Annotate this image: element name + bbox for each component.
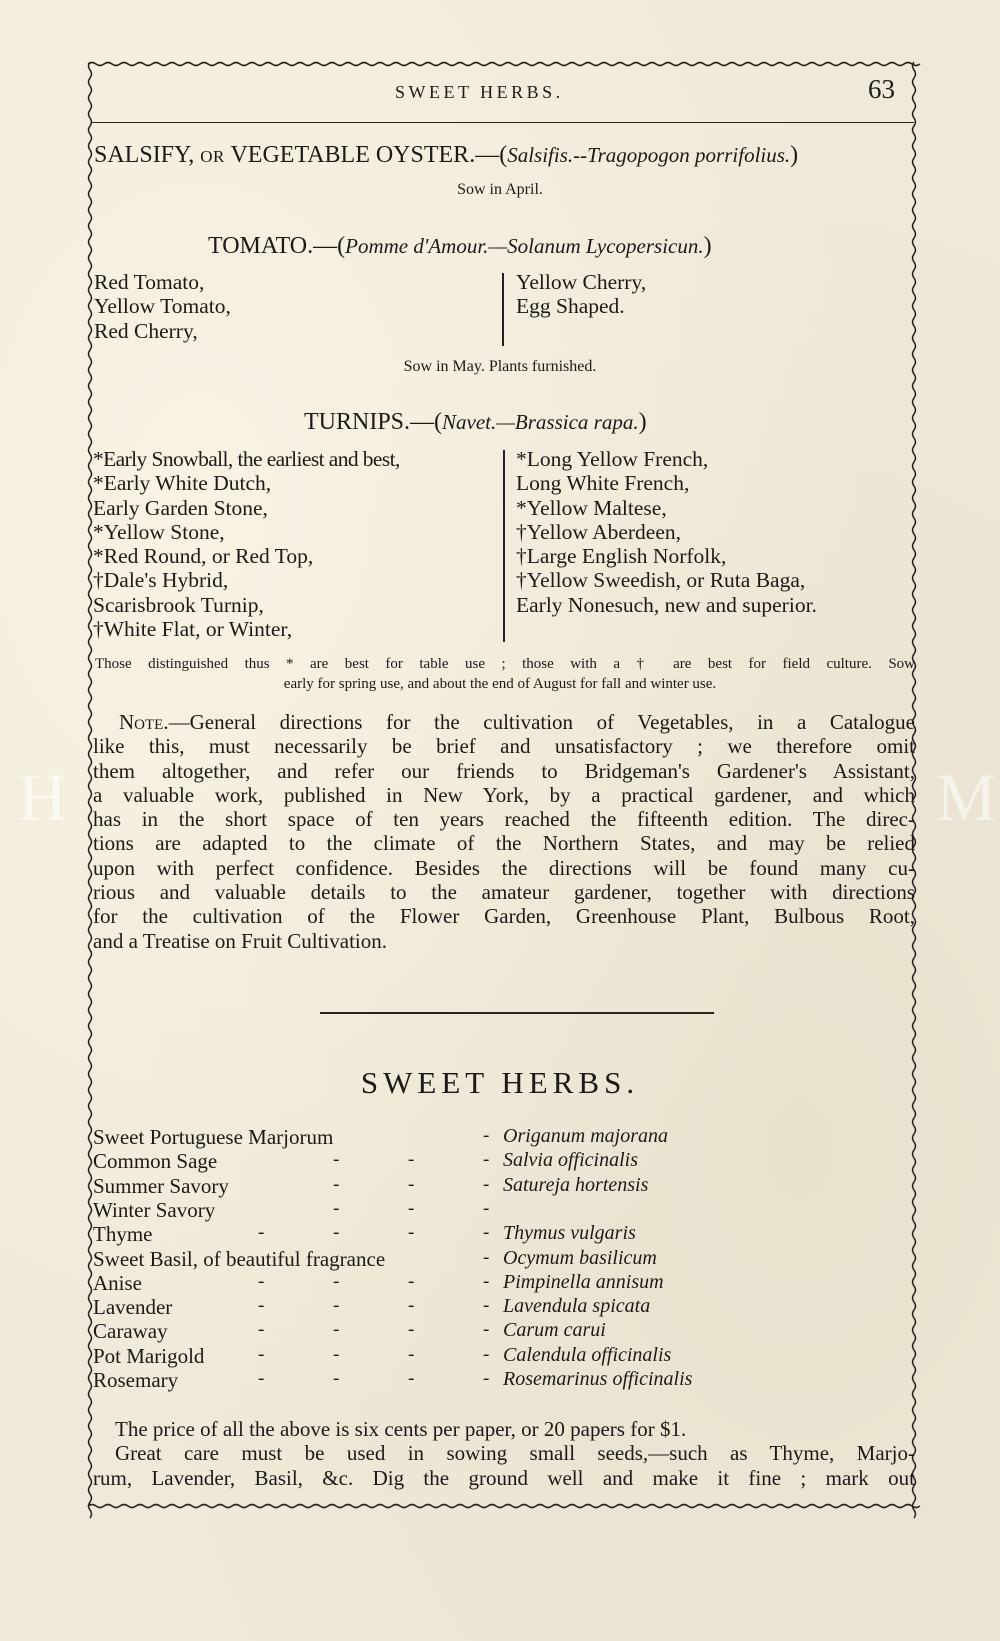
leader-dash: - [408, 1368, 415, 1389]
turnip-item: †Yellow Aberdeen, [516, 519, 682, 544]
leader-dash: - [258, 1319, 265, 1341]
turnips-footnote-line-2: early for spring use, and about the end of August for fall and winter use. [283, 676, 717, 692]
herb-latin-name: Origanum majorana [503, 1125, 669, 1147]
note-paragraph [93, 710, 915, 953]
tomato-list-left [94, 270, 231, 343]
herb-latin-name: Salvia officinalis [503, 1149, 638, 1172]
leader-dash: - [483, 1197, 490, 1219]
herb-common-name: Sweet Basil, of beautiful fragrance [93, 1246, 386, 1271]
leader-dash: - [483, 1149, 490, 1171]
wavy-border-left [89, 62, 92, 1518]
tomato-sow-note: Sow in May. Plants furnished. [403, 358, 597, 375]
leader-dash: - [483, 1295, 490, 1317]
leader-dash: - [258, 1368, 265, 1389]
wavy-border-top [88, 63, 920, 66]
turnips-title: TURNIPS.—( [304, 409, 443, 435]
herb-common-name: Lavender [93, 1295, 173, 1320]
leader-dash: - [333, 1368, 340, 1389]
herb-latin-name: Thymus vulgaris [503, 1222, 636, 1245]
herb-row [93, 1319, 893, 1343]
leader-dash: - [258, 1270, 265, 1292]
note-line: has in the short space of ten years reached the fifteenth edition. The direc- [93, 807, 915, 832]
tomato-latin: Pomme d'Amour.—Solanum Lycopersicun. [345, 234, 704, 258]
turnip-item: *Red Round, or Red Top, [93, 544, 314, 569]
leader-dash: - [333, 1319, 340, 1341]
turnips-column-divider [503, 450, 505, 642]
salsify-title-rest: VEGETABLE OYSTER.—( [230, 142, 508, 168]
leader-dash: - [483, 1125, 490, 1146]
herb-row [93, 1295, 893, 1319]
sweet-herbs-text [93, 1417, 915, 1490]
tomato-list-right [516, 270, 646, 319]
herb-common-name: Thyme [93, 1222, 153, 1247]
herb-common-name: Summer Savory [93, 1173, 229, 1198]
herb-common-name: Rosemary [93, 1368, 179, 1392]
note-label: Note. [119, 710, 169, 734]
leader-dash: - [408, 1295, 415, 1317]
leader-dash: - [408, 1149, 415, 1171]
leader-dash: - [258, 1222, 265, 1244]
section-divider-rule [320, 1012, 714, 1014]
tomato-item: Red Cherry, [94, 318, 198, 343]
turnip-item: *Yellow Stone, [93, 519, 225, 544]
salsify-title: SALSIFY, [94, 142, 195, 168]
salsify-close-paren: ) [790, 142, 799, 168]
leader-dash: - [483, 1246, 490, 1268]
leader-dash: - [333, 1222, 340, 1244]
header-rule [92, 122, 914, 123]
herb-latin-name: Calendula officinalis [503, 1343, 672, 1366]
turnip-item: Scarisbrook Turnip, [93, 592, 264, 617]
wavy-border-bottom [88, 1505, 920, 1508]
herb-latin-name: Carum carui [503, 1319, 606, 1342]
leader-dash: - [483, 1222, 490, 1244]
herb-latin-name: Satureja hortensis [503, 1173, 649, 1196]
sweet-herbs-heading: SWEET HERBS. [360, 1065, 640, 1100]
herb-row [93, 1247, 893, 1271]
watermark-right: M [936, 759, 1000, 835]
turnips-latin: Navet.—Brassica rapa. [442, 410, 639, 434]
herb-row [93, 1174, 893, 1198]
herb-row [93, 1125, 893, 1149]
herb-common-name: Anise [93, 1270, 142, 1295]
leader-dash: - [258, 1295, 265, 1317]
note-line: and a Treatise on Fruit Cultivation. [93, 928, 387, 953]
herb-common-name: Sweet Portuguese Marjorum [93, 1125, 334, 1149]
note-line: rious and valuable details to the amateur gardener, together with directions [93, 880, 915, 905]
turnips-list-left [93, 447, 400, 641]
watermark-left: H [18, 759, 72, 835]
tomato-close-paren: ) [703, 233, 712, 259]
tomato-item: Yellow Tomato, [94, 294, 231, 319]
turnip-item: Early Garden Stone, [93, 495, 268, 520]
running-head: SWEET HERBS. [395, 82, 564, 102]
turnip-item: †Large English Norfolk, [516, 544, 727, 569]
leader-dash: - [408, 1343, 415, 1365]
leader-dash: - [333, 1295, 340, 1317]
turnip-item: *Early White Dutch, [93, 471, 272, 496]
leader-dash: - [408, 1319, 415, 1341]
note-line: upon with perfect confidence. Besides the directions will be found many cu- [93, 855, 915, 880]
tomato-title: TOMATO.—( [208, 233, 346, 259]
leader-dash: - [483, 1270, 490, 1292]
herb-row [93, 1149, 893, 1173]
herb-latin-name: Lavendula spicata [503, 1295, 651, 1318]
herb-row [93, 1271, 893, 1295]
herb-common-name: Common Sage [93, 1149, 218, 1174]
turnip-item: Early Nonesuch, new and superior. [516, 592, 817, 617]
leader-dash: - [333, 1270, 340, 1292]
herb-row [93, 1344, 893, 1368]
note-line: a valuable work, published in New York, by a practical gardener, and which [93, 782, 915, 807]
leader-dash: - [408, 1270, 415, 1292]
turnip-item: *Yellow Maltese, [516, 495, 667, 520]
tomato-heading [208, 233, 712, 260]
note-line: them altogether, and refer our friends to Bridgeman's Gardener's Assistant, [93, 758, 915, 783]
herb-latin-name: Pimpinella annisum [503, 1270, 664, 1293]
salsify-latin: Salsifis.--Tragopogon porrifolius. [507, 143, 791, 167]
turnip-item: †Yellow Sweedish, or Ruta Baga, [516, 568, 806, 593]
tomato-item: Red Tomato, [94, 270, 205, 294]
turnips-footnote-line-1: Those distinguished thus * are best for table use ; those with a † are best for field culture. Sow [95, 656, 915, 672]
care-line: Great care must be used in sowing small seeds,—such as Thyme, Marjo- [115, 1441, 915, 1466]
leader-dash: - [258, 1343, 265, 1365]
care-line: rum, Lavender, Basil, &c. Dig the ground well and make it fine ; mark out [93, 1465, 915, 1490]
leader-dash: - [333, 1173, 340, 1195]
turnip-item: *Long Yellow French, [516, 447, 709, 471]
herb-row [93, 1368, 893, 1392]
note-line: for the cultivation of the Flower Garden, Greenhouse Plant, Bulbous Root, [93, 904, 915, 929]
herb-common-name: Pot Marigold [93, 1343, 205, 1368]
leader-dash: - [333, 1149, 340, 1171]
leader-dash: - [408, 1197, 415, 1219]
note-line: tions are adapted to the climate of the Northern States, and may be relied [93, 831, 915, 856]
note-line [93, 710, 915, 734]
turnips-list-right [516, 447, 817, 617]
price-line: The price of all the above is six cents per paper, or 20 papers for $1. [115, 1417, 687, 1441]
note-line-text: —General directions for the cultivation of Vegetables, in a Catalogue [168, 710, 915, 734]
leader-dash: - [333, 1343, 340, 1365]
turnip-item: Long White French, [516, 471, 690, 496]
page-number: 63 [868, 74, 895, 104]
herb-latin-name: Rosemarinus officinalis [503, 1368, 693, 1390]
salsify-heading [94, 142, 798, 169]
turnip-item: †Dale's Hybrid, [93, 568, 229, 593]
herb-latin-name: Ocymum basilicum [503, 1246, 657, 1269]
turnip-item: *Early Snowball, the earliest and best, [93, 447, 400, 471]
tomato-item: Egg Shaped. [516, 294, 625, 319]
tomato-item: Yellow Cherry, [516, 270, 647, 294]
leader-dash: - [408, 1222, 415, 1244]
leader-dash: - [333, 1197, 340, 1219]
note-line: like this, must necessarily be brief and unsatisfactory ; we therefore omit [93, 734, 915, 759]
leader-dash: - [483, 1368, 490, 1389]
herb-common-name: Winter Savory [93, 1197, 216, 1222]
salsify-or: OR [200, 147, 225, 166]
turnips-heading [304, 409, 647, 436]
leader-dash: - [483, 1173, 490, 1195]
leader-dash: - [483, 1343, 490, 1365]
herb-row [93, 1222, 893, 1246]
leader-dash: - [483, 1319, 490, 1341]
herb-common-name: Caraway [93, 1319, 168, 1344]
turnips-close-paren: ) [638, 409, 647, 435]
tomato-column-divider [502, 273, 504, 346]
leader-dash: - [408, 1173, 415, 1195]
turnip-item: †White Flat, or Winter, [93, 617, 293, 642]
salsify-sow-note: Sow in April. [457, 181, 543, 198]
herb-row [93, 1198, 893, 1222]
